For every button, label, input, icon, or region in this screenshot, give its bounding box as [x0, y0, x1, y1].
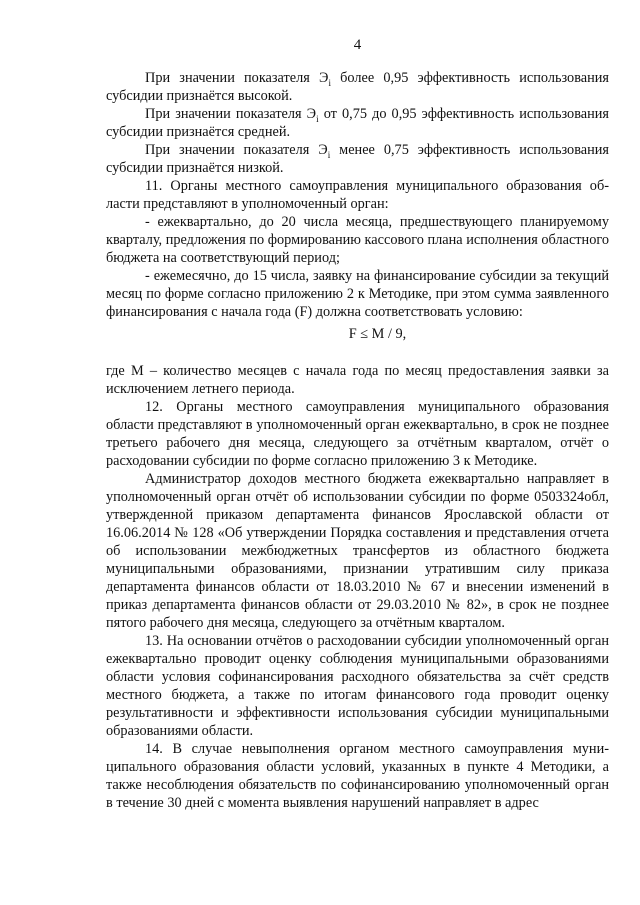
list-item-monthly: - ежемесячно, до 15 числа, заявку на финансирование субсидии за текущий месяц по форме согласно приложению 2 к Методике, при этом сумма заявленного финансирования с начала года (F) должна соответствовать условию:	[106, 268, 609, 320]
paragraph-medium-efficiency	[106, 105, 609, 141]
subscript-i: i	[328, 77, 331, 88]
subscript-i: i	[327, 149, 331, 160]
list-item-quarterly: - ежеквартально, до 20 числа месяца, предшествующего планируемому кварталу, предложения по формированию кассового плана исполнения областного бюджета на соответствующий период;	[106, 214, 609, 266]
text: При значении показателя Э	[145, 106, 317, 122]
paragraph-high-efficiency	[106, 69, 609, 105]
text: менее 0,75 эффективность использования субсидии признаётся низкой.	[106, 142, 609, 176]
paragraph-item-13: 13. На основании отчётов о расходовании субсидии уполномоченный орган ежеквартально проводит оценку соблюдения муниципальными образованиями области условия софинансирования расходного обязательства за счёт средств местного бюджета, а также по итогам финансового года проводит оценку результативности и эффективности использования субсидии муниципальными образованиями области.	[106, 633, 609, 739]
text: более 0,95 эффективность использования субсидии признаётся высокой.	[106, 70, 609, 104]
text: от 0,75 до 0,95 эффективность использования субсидии признаётся средней.	[106, 106, 609, 140]
document-page	[106, 36, 609, 812]
paragraph-low-efficiency	[106, 141, 609, 177]
text: При значении показателя Э	[145, 142, 328, 158]
subscript-i: i	[316, 113, 319, 124]
formula: F ≤ M / 9,	[348, 326, 407, 342]
paragraph-item-14: 14. В случае невыполнения органом местного самоуправления муниципального образования области условий, указанных в пункте 4 Методики, а также несоблюдения обязательств по софинансированию уполномоченный орган в течение 30 дней с момента выявления нарушений направляет в адрес	[106, 741, 609, 811]
text: При значении показателя Э	[145, 70, 329, 86]
paragraph-item-12: 12. Органы местного самоуправления муниципального образования области представляют в уполномоченный орган ежеквартально, в срок не позднее третьего рабочего дня месяца, следующего за отчётным кварталом, отчёт о расходовании субсидии по форме согласно приложению 3 к Методике.	[106, 399, 609, 469]
page-number: 4	[353, 37, 362, 53]
paragraph-item-11: 11. Органы местного самоуправления муниципального образования области представляют в уполномоченный орган:	[106, 178, 609, 212]
paragraph-administrator: Администратор доходов местного бюджета ежеквартально направляет в уполномоченный орган отчёт об использовании субсидии по форме 0503324обл, утвержденной приказом департамента финансов Ярославской области от 16.06.2014 № 128 «Об утверждении Порядка составления и представления отчета об использовании межбюджетных трансфертов из областного бюджета муниципальными образованиями, признании утратившим силу приказа департамента финансов области от 18.03.2010 № 67 и внесении изменений в приказ департамента финансов области от 29.03.2010 № 82», в срок не позднее пятого рабочего дня месяца, следующего за отчётным кварталом.	[106, 471, 609, 631]
paragraph-formula-explanation: где М – количество месяцев с начала года по месяц предоставления заявки за исключением летнего периода.	[106, 363, 609, 397]
